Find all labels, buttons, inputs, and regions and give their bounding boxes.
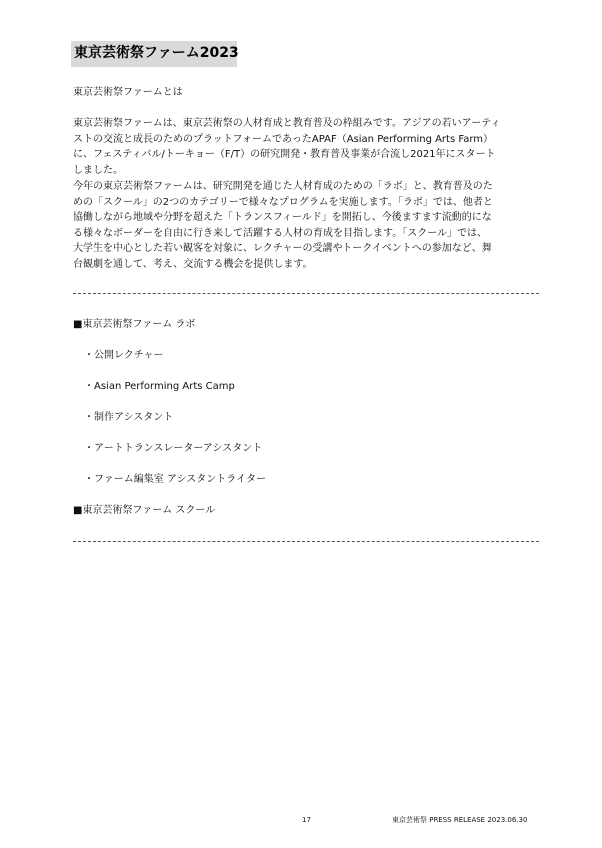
paragraph-line: ストの交流と成長のためのプラットフォームであったAPAF（Asian Performing Arts Farm） [73, 133, 493, 145]
list-item: ・ファーム編集室 アシスタントライター [84, 474, 266, 485]
page-number: 17 [302, 816, 311, 824]
list-item: ・アートトランスレーターアシスタント [84, 443, 263, 454]
dashed-divider [73, 293, 539, 294]
footer-press-release: 東京芸術祭 PRESS RELEASE 2023.06.30 [392, 816, 528, 824]
school-section-heading: ■東京芸術祭ファーム スクール [73, 505, 216, 516]
list-item: ・公開レクチャー [84, 350, 164, 361]
list-item: ・制作アシスタント [84, 412, 174, 423]
paragraph-line: 今年の東京芸術祭ファームは、研究開発を通じた人材育成のための「ラボ」と、教育普及のた [73, 181, 493, 192]
dashed-divider [73, 541, 539, 542]
page-title: 東京芸術祭ファーム2023 [74, 45, 239, 61]
paragraph-line: めの「スクール」の2つのカテゴリーで様々なプログラムを実施します。「ラボ」では、他者と [73, 196, 493, 208]
paragraph-line: しました。 [73, 164, 123, 176]
intro-paragraph [73, 116, 543, 178]
lab-section-heading: ■東京芸術祭ファーム ラボ [73, 319, 196, 330]
paragraph-line: 台観劇を通して、考え、交流する機会を提供します。 [73, 258, 313, 270]
paragraph-line: 協働しながら地域や分野を超えた「トランスフィールド」を開拓し、今後ますます流動的にな [73, 212, 492, 223]
program-paragraph [73, 179, 543, 272]
paragraph-line: 大学生を中心とした若い観客を対象に、レクチャーの受講やトークイベントへの参加など、舞 [73, 243, 492, 254]
section-subheading: 東京芸術祭ファームとは [73, 87, 183, 98]
paragraph-line: に、フェスティバル/トーキョー（F/T）の研究開発・教育普及事業が合流し2021年にスタート [73, 149, 496, 160]
paragraph-line: る様々なボーダーを自由に行き来して活躍する人材の育成を目指します。「スクール」では、 [73, 227, 487, 239]
paragraph-line: 東京芸術祭ファームは、東京芸術祭の人材育成と教育普及の枠組みです。アジアの若いアーティ [73, 118, 501, 129]
list-item: ・Asian Performing Arts Camp [84, 381, 235, 392]
